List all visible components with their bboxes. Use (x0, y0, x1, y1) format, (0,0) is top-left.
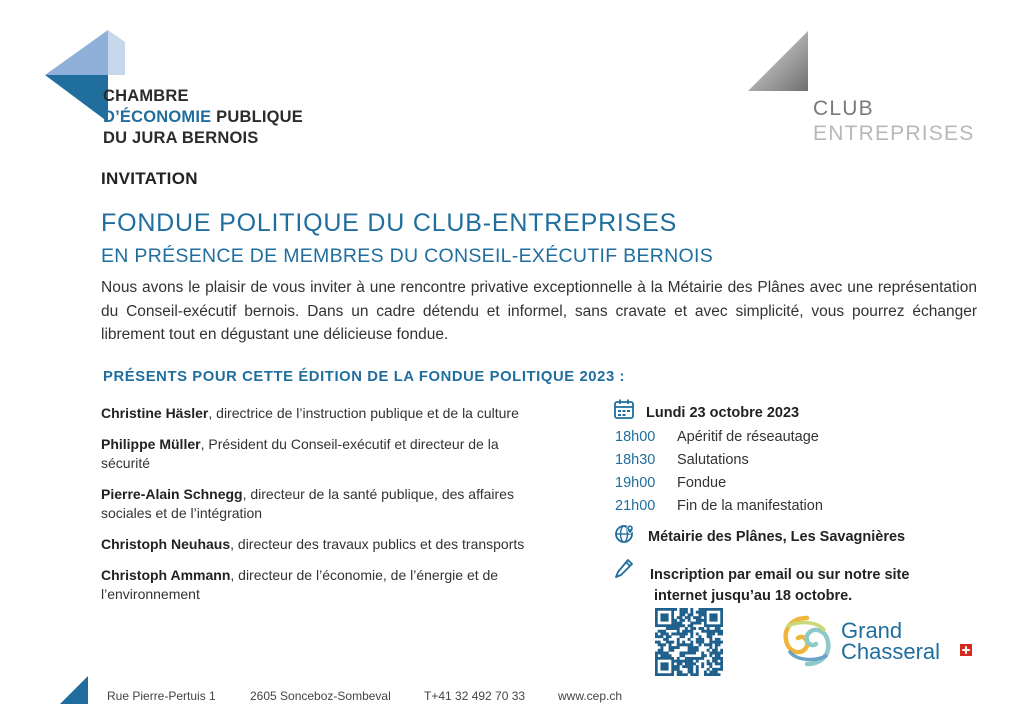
footer-website-link[interactable]: www.cep.ch (558, 689, 623, 703)
footer-address: Rue Pierre-Pertuis 1 (107, 689, 216, 703)
invitation-label: INVITATION (101, 169, 198, 188)
footer-contact (107, 689, 622, 703)
member-item: Christoph Neuhaus, directeur des travaux publics et des transports (101, 536, 525, 552)
members-list (101, 404, 526, 616)
calendar-icon (613, 398, 635, 420)
page-subtitle: EN PRÉSENCE DE MEMBRES DU CONSEIL-EXÉCUTIF BERNOIS (101, 245, 714, 267)
grand-chasseral-logo (778, 612, 836, 670)
intro-paragraph: Nous avons le plaisir de vous inviter à une rencontre privative exceptionnelle à la Métairie des Plânes avec une représentation du Conseil-exécutif bernois. Dans un cadre détendu et informel, sans cravate et avec simplicité, vous pourrez échanger librement tout en dégustant une délicieuse fondue. (101, 279, 977, 343)
swiss-flag-icon (960, 644, 972, 656)
grand-chasseral-name: Grand Chasseral (841, 618, 941, 664)
signup-text: Inscription par email ou sur notre site internet jusqu’au 18 octobre. (650, 567, 910, 604)
globe-location-icon (614, 523, 636, 545)
schedule-row: 18h00 Apéritif de réseautage (615, 429, 819, 445)
footer-phone[interactable]: T+41 32 492 70 33 (424, 689, 526, 703)
event-date: Lundi 23 octobre 2023 (646, 405, 800, 421)
qr-code[interactable] (655, 608, 723, 676)
event-location: Métairie des Plânes, Les Savagnières (648, 529, 906, 545)
schedule-row: 19h00 Fondue (615, 475, 727, 491)
club-entreprises-logo (748, 31, 810, 93)
member-item: Philippe Müller, Président du Conseil-exécutif et directeur de la sécurité (101, 436, 499, 471)
event-schedule (615, 428, 823, 520)
member-item: Christoph Ammann, directeur de l’économie, de l’énergie et de l’environnement (101, 567, 499, 602)
schedule-row: 18h30 Salutations (615, 452, 749, 468)
page-title: FONDUE POLITIQUE DU CLUB-ENTREPRISES (101, 209, 678, 237)
members-heading: PRÉSENTS POUR CETTE ÉDITION DE LA FONDUE POLITIQUE 2023 : (103, 369, 626, 385)
footer-city: 2605 Sonceboz-Sombeval (250, 689, 391, 703)
schedule-row: 21h00 Fin de la manifestation (615, 498, 823, 514)
member-item: Pierre-Alain Schnegg, directeur de la santé publique, des affaires sociales et de l’intégration (101, 486, 514, 521)
club-entreprises-name: CLUB ENTREPRISES (813, 97, 975, 145)
pen-icon (614, 558, 634, 580)
cep-organization-name: CHAMBRE D’ÉCONOMIE PUBLIQUE DU JURA BERNOIS (103, 87, 303, 147)
footer-logo-triangle (60, 676, 88, 704)
member-item: Christine Häsler, directrice de l’instruction publique et de la culture (101, 405, 519, 421)
